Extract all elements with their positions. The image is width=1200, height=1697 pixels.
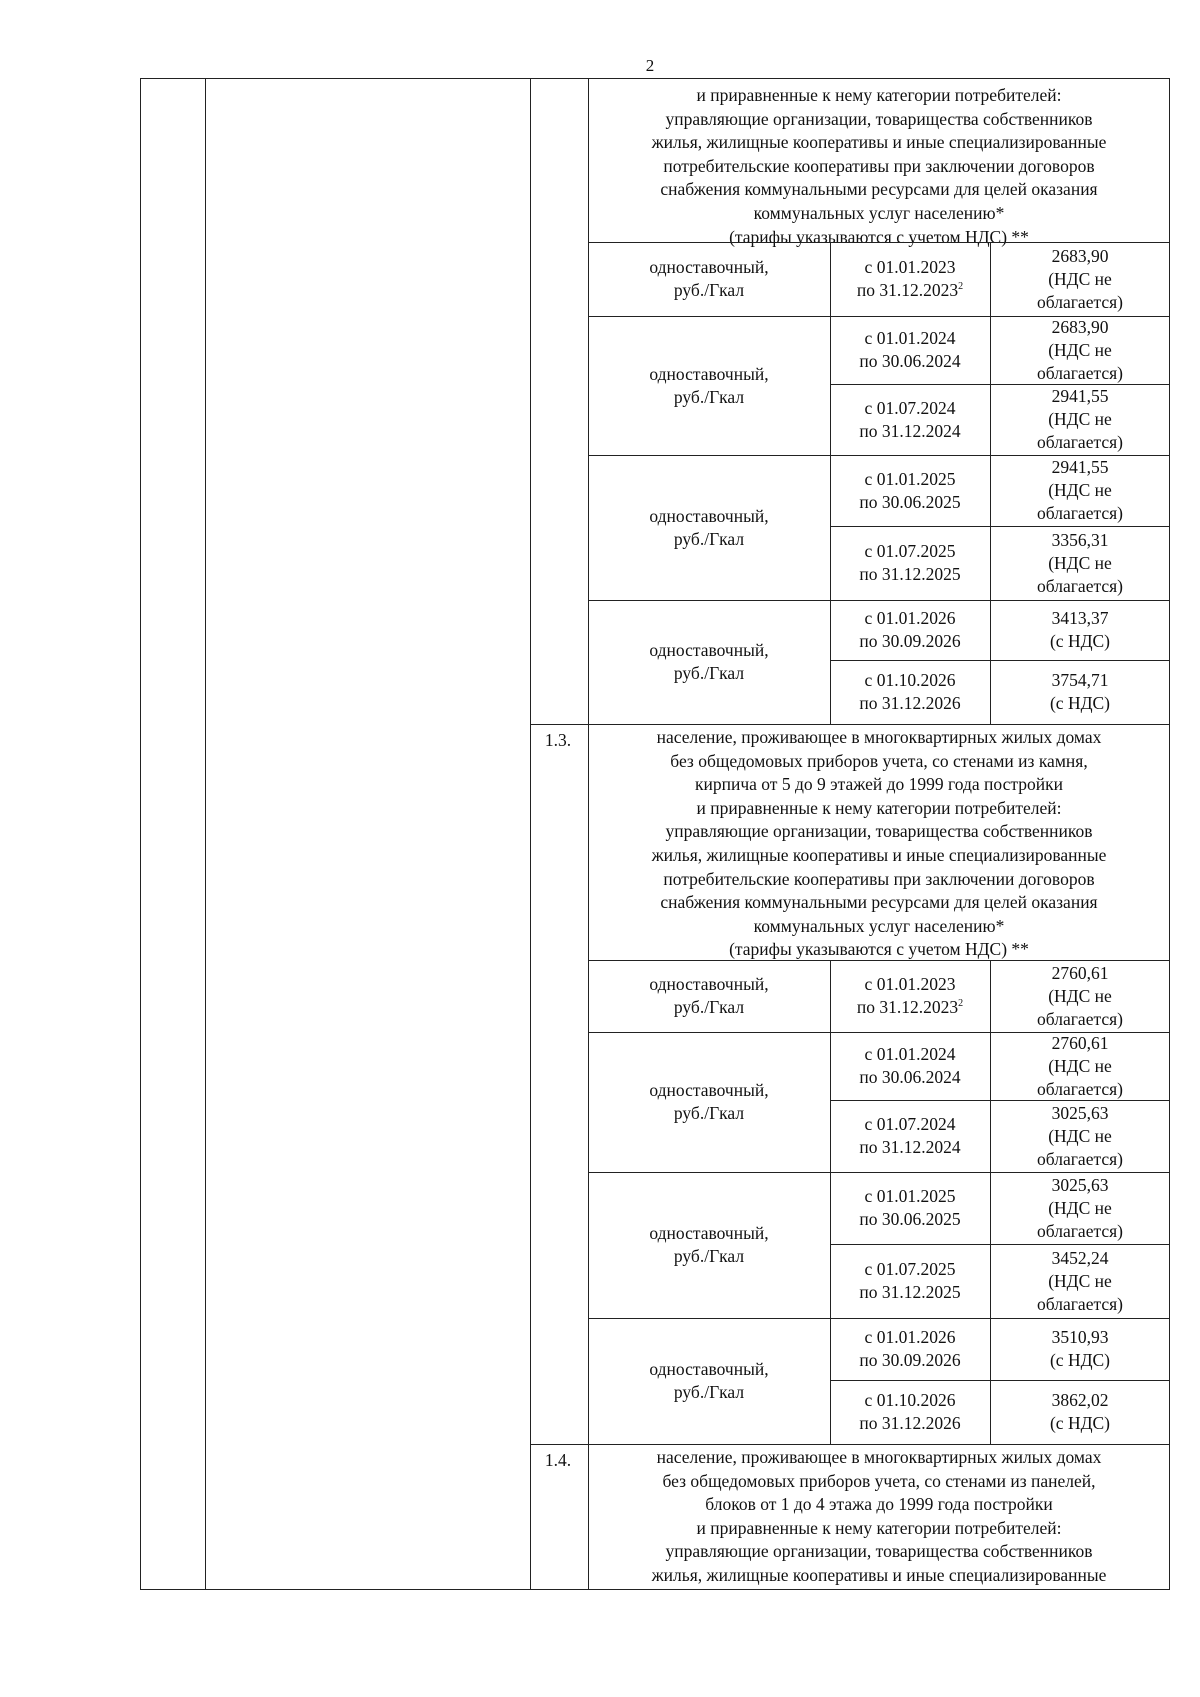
description-line: и приравненные к нему категории потребителей:	[696, 1517, 1062, 1538]
tariff-value-line: облагается)	[1037, 1078, 1123, 1099]
period-line	[859, 563, 960, 586]
period-text: по 31.12.2025	[859, 1282, 961, 1302]
tariff-type-line: руб./Гкал	[673, 663, 745, 683]
period-cell	[830, 1032, 990, 1100]
tariff-value-cell	[990, 316, 1170, 384]
description-line: население, проживающее в многоквартирных жилых домах	[656, 1447, 1102, 1467]
period-line	[865, 1258, 956, 1281]
period-text: с 01.01.2026	[864, 608, 956, 628]
period-text: по 31.12.2026	[859, 1413, 961, 1433]
period-line	[859, 1208, 960, 1231]
tariff-type	[588, 455, 830, 600]
description-line: управляющие организации, товарищества собственников	[665, 108, 1093, 129]
period-text: по 30.09.2026	[859, 1350, 961, 1370]
tariff-value-cell	[990, 1318, 1170, 1380]
tariff-value-line: (НДС не	[1048, 339, 1112, 360]
tariff-type-line: руб./Гкал	[673, 1246, 745, 1266]
period-line	[865, 669, 956, 692]
description-line: потребительские кооперативы при заключении договоров	[663, 155, 1095, 176]
column-divider	[205, 78, 206, 1590]
description-line: жилья, жилищные кооперативы и иные специализированные	[651, 1564, 1107, 1585]
tariff-value-line: (НДС не	[1048, 409, 1112, 429]
period-text: с 01.01.2024	[864, 328, 956, 348]
period-line	[857, 996, 963, 1019]
tariff-value-line: (НДС не	[1048, 1125, 1112, 1146]
tariff-value-line: 2683,90	[1051, 245, 1109, 266]
tariff-value-line: 3452,24	[1051, 1247, 1109, 1268]
period-cell	[830, 1244, 990, 1318]
description-line: коммунальных услуг населению*	[753, 915, 1005, 936]
period-text: с 01.01.2023	[864, 974, 956, 994]
tariff-type-line: одноставочный,	[649, 1223, 769, 1243]
tariff-value-line: 2760,61	[1051, 962, 1109, 983]
period-cell	[830, 455, 990, 526]
tariff-value-cell	[990, 600, 1170, 660]
tariff-value-line: облагается)	[1037, 1148, 1123, 1169]
period-cell	[830, 316, 990, 384]
period-line	[865, 973, 956, 996]
tariff-value-line: 3413,37	[1051, 608, 1109, 628]
description-line: снабжения коммунальными ресурсами для целей оказания	[660, 892, 1098, 913]
section-description	[588, 84, 1170, 249]
tariff-type	[588, 1172, 830, 1318]
period-line	[859, 491, 960, 514]
period-text: с 01.01.2023	[864, 257, 956, 277]
tariff-type-line: одноставочный,	[649, 363, 769, 384]
period-text: по 30.06.2024	[859, 351, 961, 371]
section-description	[588, 726, 1170, 962]
description-line: без общедомовых приборов учета, со стенами из панелей,	[662, 1470, 1096, 1491]
period-text: по 31.12.2024	[859, 420, 961, 441]
period-line	[859, 1281, 960, 1304]
footnote-mark: 2	[958, 281, 964, 293]
description-line: кирпича от 5 до 9 этажей до 1999 года постройки	[695, 774, 1063, 795]
section-divider	[530, 1444, 1170, 1445]
tariff-value-line: облагается)	[1037, 575, 1123, 596]
period-cell	[830, 960, 990, 1032]
period-text: по 30.06.2024	[859, 1067, 961, 1087]
period-cell	[830, 242, 990, 316]
period-text: по 30.06.2025	[859, 491, 961, 512]
period-line	[865, 1326, 956, 1349]
period-cell	[830, 660, 990, 724]
tariff-value-line: (с НДС)	[1049, 1413, 1111, 1433]
period-line	[865, 327, 956, 350]
period-cell	[830, 1380, 990, 1444]
period-text: с 01.07.2024	[864, 1114, 956, 1134]
tariff-value-line: облагается)	[1037, 1008, 1123, 1029]
period-text: по 30.09.2026	[859, 631, 961, 651]
period-line	[859, 420, 960, 443]
period-line	[857, 279, 963, 302]
period-line	[865, 1185, 956, 1208]
tariff-value-cell	[990, 1380, 1170, 1444]
tariff-type-line: одноставочный,	[649, 505, 769, 526]
description-line: и приравненные к нему категории потребителей:	[696, 797, 1062, 818]
tariff-value-line: 2683,90	[1051, 316, 1109, 337]
period-text: с 01.01.2026	[864, 1327, 956, 1347]
tariff-type-line: одноставочный,	[649, 974, 769, 994]
description-line: управляющие организации, товарищества собственников	[665, 821, 1093, 842]
section-divider	[530, 724, 1170, 725]
tariff-value-line: облагается)	[1037, 362, 1123, 383]
tariff-value-line: облагается)	[1037, 1293, 1123, 1314]
tariff-value-cell	[990, 1244, 1170, 1318]
period-line	[859, 630, 960, 653]
period-line	[865, 607, 956, 630]
tariff-value-line: (НДС не	[1048, 985, 1112, 1006]
tariff-value-line: (НДС не	[1048, 268, 1112, 289]
period-cell	[830, 600, 990, 660]
description-line: население, проживающее в многоквартирных жилых домах	[656, 727, 1102, 747]
tariff-value-cell	[990, 1032, 1170, 1100]
tariff-value-line: облагается)	[1037, 1220, 1123, 1241]
description-line: потребительские кооперативы при заключении договоров	[663, 868, 1095, 889]
tariff-type	[588, 316, 830, 455]
period-text: с 01.10.2026	[864, 670, 956, 690]
tariff-type-line: одноставочный,	[649, 640, 769, 660]
period-line	[859, 1066, 960, 1089]
tariff-value-line: облагается)	[1037, 503, 1123, 523]
tariff-value-line: 3510,93	[1051, 1327, 1109, 1347]
tariff-type-line: руб./Гкал	[673, 1382, 745, 1402]
tariff-type-line: руб./Гкал	[673, 1103, 745, 1123]
period-line	[865, 468, 956, 491]
period-cell	[830, 1100, 990, 1172]
section-number: 1.3.	[544, 730, 572, 750]
period-line	[859, 1412, 960, 1435]
period-text: с 01.01.2024	[864, 1044, 956, 1064]
description-line: блоков от 1 до 4 этажа до 1999 года постройки	[705, 1494, 1053, 1515]
tariff-value-line: 3754,71	[1051, 670, 1109, 690]
tariff-value-line: 3025,63	[1051, 1174, 1109, 1195]
column-divider	[530, 78, 531, 1590]
period-cell	[830, 526, 990, 600]
period-text: с 01.01.2025	[864, 468, 956, 489]
tariff-value-line: 2760,61	[1051, 1032, 1109, 1053]
period-line	[865, 1389, 956, 1412]
description-line: и приравненные к нему категории потребителей:	[696, 85, 1062, 105]
tariff-value-line: (НДС не	[1048, 1197, 1112, 1218]
period-line	[865, 256, 956, 279]
period-line	[859, 1136, 960, 1159]
tariff-type	[588, 600, 830, 724]
section-number: 1.4.	[544, 1450, 572, 1470]
description-line: снабжения коммунальными ресурсами для целей оказания	[660, 179, 1098, 200]
description-line: (тарифы указываются с учетом НДС) **	[729, 939, 1029, 960]
tariff-value-line: 3025,63	[1051, 1102, 1109, 1123]
period-text: с 01.01.2025	[864, 1186, 956, 1206]
tariff-value-line: (с НДС)	[1049, 631, 1111, 651]
period-line	[865, 397, 956, 420]
tariff-type-line: руб./Гкал	[673, 997, 745, 1017]
period-text: с 01.07.2025	[864, 1259, 956, 1279]
period-line	[865, 1113, 956, 1136]
tariff-type-line: одноставочный,	[649, 1080, 769, 1100]
tariff-value-cell	[990, 384, 1170, 455]
period-text: по 31.12.2024	[859, 1137, 961, 1157]
tariff-value-line: (НДС не	[1048, 552, 1112, 573]
tariff-value-cell	[990, 960, 1170, 1032]
tariff-value-cell	[990, 455, 1170, 526]
tariff-type-line: руб./Гкал	[673, 528, 745, 549]
section-description	[588, 1446, 1170, 1588]
description-line: коммунальных услуг населению*	[753, 202, 1005, 223]
tariff-value-line: (с НДС)	[1049, 1350, 1111, 1370]
period-cell	[830, 1318, 990, 1380]
tariff-type-line: одноставочный,	[649, 1359, 769, 1379]
tariff-value-line: (НДС не	[1048, 480, 1112, 500]
period-text: по 31.12.2023	[856, 997, 959, 1017]
description-line: управляющие организации, товарищества собственников	[665, 1541, 1093, 1562]
tariff-type	[588, 242, 830, 316]
tariff-value-cell	[990, 1172, 1170, 1244]
description-line: жилья, жилищные кооперативы и иные специализированные	[651, 132, 1107, 153]
period-cell	[830, 1172, 990, 1244]
tariff-type	[588, 960, 830, 1032]
tariff-value-line: 2941,55	[1051, 457, 1109, 477]
tariff-type-line: одноставочный,	[649, 257, 769, 277]
description-line: (тарифы указываются с учетом НДС) **	[729, 226, 1029, 247]
tariff-value-line: 2941,55	[1051, 386, 1109, 406]
tariff-value-line: облагается)	[1037, 432, 1123, 452]
period-text: по 31.12.2025	[859, 564, 961, 584]
page-number: 2	[645, 56, 655, 75]
period-line	[859, 350, 960, 373]
tariff-value-line: (НДС не	[1048, 1055, 1112, 1076]
tariff-type-line: руб./Гкал	[673, 386, 745, 407]
period-text: по 30.06.2025	[859, 1209, 961, 1229]
tariff-type-line: руб./Гкал	[673, 280, 745, 300]
period-text: с 01.07.2024	[864, 397, 956, 418]
tariff-value-line: 3862,02	[1051, 1390, 1109, 1410]
tariff-type	[588, 1032, 830, 1172]
tariff-value-line: облагается)	[1037, 291, 1123, 312]
tariff-type	[588, 1318, 830, 1444]
tariff-value-line: (НДС не	[1048, 1270, 1112, 1291]
period-line	[865, 1043, 956, 1066]
period-text: по 31.12.2026	[859, 693, 961, 713]
description-line: жилья, жилищные кооперативы и иные специализированные	[651, 844, 1107, 865]
period-text: по 31.12.2023	[856, 280, 959, 300]
description-line: без общедомовых приборов учета, со стенами из камня,	[670, 750, 1088, 771]
period-line	[859, 692, 960, 715]
period-line	[865, 540, 956, 563]
tariff-value-line: (с НДС)	[1049, 693, 1111, 713]
tariff-value-cell	[990, 1100, 1170, 1172]
tariff-value-cell	[990, 660, 1170, 724]
period-line	[859, 1349, 960, 1372]
tariff-value-cell	[990, 242, 1170, 316]
period-cell	[830, 384, 990, 455]
footnote-mark: 2	[958, 998, 964, 1010]
period-text: с 01.10.2026	[864, 1390, 956, 1410]
tariff-value-cell	[990, 526, 1170, 600]
period-text: с 01.07.2025	[864, 541, 956, 561]
tariff-value-line: 3356,31	[1051, 529, 1109, 550]
